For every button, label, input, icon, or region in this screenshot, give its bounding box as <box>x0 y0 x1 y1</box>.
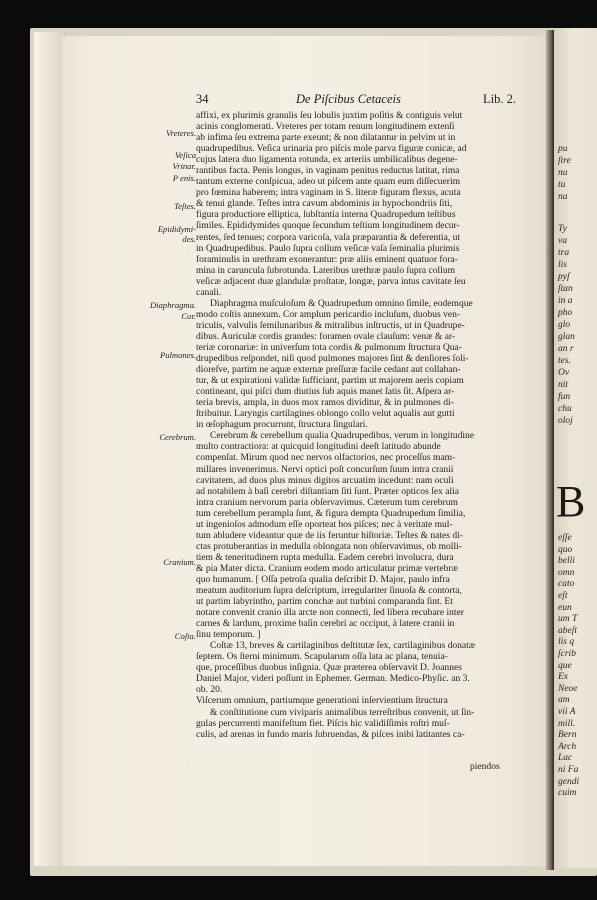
right-page-text-fragment: mill. <box>558 718 576 729</box>
text-line: meatum auditorium ſupra deſcriptum, irregulariter ſinuoſa & contorta, <box>196 585 462 597</box>
text-line: modo coſtis annexum. Cor amplum pericardio incluſum, duobus ven- <box>196 308 461 320</box>
margin-note: Epididymi- <box>157 224 196 234</box>
margin-note: Diaphragma. <box>150 300 197 310</box>
right-page-text-fragment: va <box>558 236 567 246</box>
text-line: ſeptem. Os ſterni minimum. Scapularum oſſa lata ac plana, tenuia- <box>196 651 448 663</box>
margin-note: Teſtes. <box>174 201 196 211</box>
text-line: in Quadrupedibus. Paulo ſupra collum veſicæ vaſa ſeminalia plurimis <box>196 242 460 254</box>
right-page-text-fragment: gendi <box>558 776 580 787</box>
text-line: Diaphragma muſculoſum & Quadrupedum omnino ſimile, eodemque <box>210 297 473 309</box>
text-line: ctas protuberantias in medulla oblongata non obſervavimus, ob molli- <box>196 540 462 552</box>
margin-note: P enis. <box>172 173 196 183</box>
right-page-text-fragment: cuim <box>558 788 577 799</box>
margin-note: Vreteres. <box>166 128 196 138</box>
text-line: figura productiore elliptica, ſubſtantia interna Quadrupedum teſtibus <box>196 209 456 221</box>
right-page-text-fragment: omn <box>558 567 575 578</box>
text-line: triculis, valvulis ſemilunaribus & mitralibus inſtructis, ut in Quadrupe- <box>196 319 465 331</box>
right-page-text-fragment: ſcrib <box>558 649 576 659</box>
catchword: piendos <box>470 761 500 772</box>
right-page-text-fragment: que <box>558 660 572 671</box>
text-line: notare convenit cranio illa arcte non connecti, ſed libera recubare inter <box>196 607 464 619</box>
right-page-text-fragment: quo <box>558 544 573 555</box>
text-line: ut partim labyrintho, partim conchæ aut turbini comparanda ſint. Et <box>196 596 453 608</box>
right-page-text-fragment: pu <box>558 144 568 154</box>
text-line: tum cerebellum perampla ſunt, & figura dempta Quadrupedum ſimilia, <box>196 507 466 519</box>
right-page-text-fragment: pyſ <box>558 272 570 282</box>
text-line: & pia Mater dicta. Cranium eodem modo articulatur primæ vertebræ <box>196 562 458 574</box>
right-page-fragment <box>554 28 597 868</box>
right-page-text-fragment: nu <box>558 168 568 178</box>
right-page-text-fragment: glan <box>558 332 575 342</box>
text-line: tur, & ut expirationi validæ ſufficiant, partim ut majorem aeris copiam <box>196 375 464 387</box>
right-page-text-fragment: Neoe <box>558 683 578 694</box>
right-page-text-fragment: Bern <box>558 730 577 741</box>
book-gutter <box>546 30 554 870</box>
right-page-text-fragment: chu <box>558 404 572 414</box>
right-page-text-fragment: Lac <box>558 753 573 764</box>
right-page-text-fragment: oloj <box>558 416 573 426</box>
body-text <box>196 110 516 740</box>
text-line: contineant, qui piſci dum diutius ſub aquis manet ſatis ſit. Aſpera ar- <box>196 386 455 398</box>
margin-note: Cranium. <box>163 557 196 567</box>
text-line: Daniel Major, videri poſſunt in Ephemer. German. Medico-Phyſic. an 3. <box>196 673 470 685</box>
text-line: carnes & lardum, proxime baſin cerebri ac occiput, à latere cranii in <box>196 618 455 630</box>
margin-note: des. <box>182 234 196 244</box>
right-page-text-fragment: tu <box>558 180 566 190</box>
text-line: quadrupedibus. Veſica urinaria pro piſcis mole parva figuræ conicæ, ad <box>196 143 467 155</box>
right-page-text-fragment: nit <box>558 380 569 390</box>
text-line: que, proceſſibus duobus inſignia. Quæ præterea obſervavit D. Joannes <box>196 662 462 674</box>
text-line: & conſtitutione cum viviparis animalibus terreſtribus convenit, ut ſin- <box>210 706 475 718</box>
right-page-text-fragment: cato <box>558 579 575 590</box>
text-line: ut ingenioſos admodum eſſe oporteat hos piſces; nec à veritate mul- <box>196 518 453 530</box>
right-page-text-fragment: ſtre <box>558 156 571 166</box>
text-line: culis, ad arenas in fundo maris ſubruendas, & piſces inibi latitantes ca- <box>196 728 465 740</box>
right-page-text-fragment: tra <box>558 248 570 258</box>
text-line: in œſophagum procurrunt, ſtructura ſingulari. <box>196 419 368 431</box>
margin-note: Pulmones. <box>159 350 196 360</box>
right-page-text-fragment: am <box>558 695 570 706</box>
text-line: dibus. Auriculæ cordis grandes: foramen ovale clauſum: venæ & ar- <box>196 330 456 342</box>
margin-note: Coſta. <box>174 631 196 641</box>
text-line: affixi, ex plurimis granulis ſeu lobulis juxtim poſitis & contiguis velut <box>196 110 463 121</box>
text-line: drupedibus reſpondet, niſi quod pulmones majores ſint & denſiores ſoli- <box>196 353 469 365</box>
page-number: 34 <box>196 92 209 106</box>
text-line: ob. 20. <box>196 684 223 696</box>
text-line: canali. <box>196 286 222 298</box>
right-page-text-fragment: Arch <box>558 741 577 752</box>
right-page-text-fragment: vii A <box>558 707 576 717</box>
text-line: millares invenerimus. Nervi optici poſt concurſum ſuum intra cranii <box>196 463 454 475</box>
text-line: acinis conglomerati. Vreteres per totam renum longitudinem extenſi <box>196 121 455 133</box>
text-line: & tenui glande. Teſtes intra cavum abdominis in hypochondriis ſiti, <box>196 198 453 210</box>
right-page-text-fragment: belli <box>558 556 575 567</box>
right-page-text-fragment: eſſe <box>558 533 572 543</box>
text-line: ſinu temporum. ] <box>196 629 261 641</box>
right-page-text-fragment: um T <box>558 614 578 625</box>
right-page-text-fragment: ni Fa <box>558 765 579 775</box>
text-line: Coſtæ 13, breves & cartilaginibus deſtitutæ ſex, cartilaginibus donatæ <box>210 640 476 652</box>
text-line: gulas percurrenti manifeſtum fiet. Piſcis hic validiſſimis roſtri muſ- <box>196 717 450 729</box>
text-line: ab infima ſeu extrema parte exeunt; & non dilatantur in pelvim ut in <box>196 132 456 144</box>
text-line: quo humanum. [ Oſſa petroſa qualia deſcribit D. Major, paulo infra <box>196 573 450 585</box>
right-page-text-fragment: lis <box>558 260 567 270</box>
margin-note: Cor. <box>181 311 196 321</box>
text-line: tantum externe conſpicua, adeo ut piſcem ante quam eum diſſecuerim <box>196 176 461 188</box>
right-page-text-fragment: in a <box>558 296 573 306</box>
text-line: compenſat. Mirum quod nec nervos olfactorios, nec proceſſus mam- <box>196 452 456 464</box>
right-page-text-fragment: abeſt <box>558 625 577 636</box>
right-page-text-fragment: an r <box>558 344 574 354</box>
text-line: tiem & teneritudinem rupta medulla. Eadem cerebri involucra, dura <box>196 551 454 563</box>
right-page-text-fragment: Ty <box>558 224 567 234</box>
right-page-text-fragment: pho <box>558 308 573 318</box>
book-number: Lib. 2. <box>483 92 516 106</box>
text-line: teriæ coronariæ: in univerſum tota cordis & pulmonum ſtructura Qua- <box>196 341 462 353</box>
text-line: tum abludere videantur quæ de iis feruntur hiſtoriæ. Teſtes & nates di- <box>196 529 463 541</box>
right-page-text-fragment: Ov <box>558 368 570 378</box>
page-edges <box>34 32 65 866</box>
margin-note: Cerebrum. <box>159 432 196 442</box>
text-line: intra cranium nervorum paria obſervavimus. Cæterum tum cerebrum <box>196 496 458 508</box>
right-page-text-fragment: lis q <box>558 637 575 648</box>
right-page-text-fragment: na <box>558 192 568 202</box>
text-line: Viſcerum omnium, partiumque generationi inſervientium ſtructura <box>196 695 448 707</box>
margin-note: Vrinar. <box>172 161 196 171</box>
text-line: ad notabilem à baſi cerebri diſtantiam ſiti ſunt. Præter opticos ſex alia <box>196 485 459 497</box>
text-line: ſimiles. Epididymides quoque ſecundum teſtium longitudinem decur- <box>196 220 460 232</box>
text-line: dioreſve, partim ne aquæ externæ preſſuræ facile cedant aut collaban- <box>196 364 461 376</box>
text-line: multo contractiora: at quicquid longitudini deeſt latitudo abunde <box>196 441 441 453</box>
right-page-text-fragment: fun <box>558 392 571 402</box>
text-line: rentes, ſed tenues; corpora varicoſa, vaſa præparantia & deferentia, ut <box>196 231 461 243</box>
margin-note: Veſica <box>175 150 196 160</box>
right-page-text-fragment: eſt <box>558 591 568 601</box>
right-page-text-fragment: eun <box>558 602 572 613</box>
text-line: teria brevis, ampla, in duos mox ramos dividitur, & in pulmones di- <box>196 397 454 409</box>
text-line: veſicæ adjacent duæ glandulæ proſtatæ, longæ, parva intus cavitate ſeu <box>196 275 466 287</box>
right-page-text-fragment: glo <box>558 320 571 330</box>
right-page-text-fragment: B <box>556 477 586 526</box>
text-line: ſtribuitur. Laryngis cartilagines oblongo collo velut aqualis aut gutti <box>196 408 455 420</box>
text-line: foraminulis in urethram exonerantur: præ aliis eminent quatuor fora- <box>196 253 458 265</box>
right-page-text-fragment: Ex <box>558 672 569 683</box>
text-line: pro fœmina haberem; intra vaginam in S. literæ figuram flexus, acuta <box>196 187 461 199</box>
text-line: mina in caruncula ſubrotunda. Lateribus urethræ paulo ſupra collum <box>196 264 456 276</box>
text-line: rantibus facta. Penis longus, in vaginam penitus reductus latitat, rima <box>196 165 460 177</box>
right-page-text-fragment: ſtan <box>558 284 573 294</box>
text-line: cavitatem, ad duos plus minus digitos arcuatim incedunt: nam oculi <box>196 474 454 486</box>
text-line: cujus latera duo ligamenta rotunda, ex arteriis umbilicalibus degene- <box>196 154 458 166</box>
running-title: De Piſcibus Cetaceis <box>296 92 401 106</box>
text-line: Cerebrum & cerebellum qualia Quadrupedibus, verum in longitudine <box>210 430 475 442</box>
right-page-text-fragment: tes. <box>558 356 571 366</box>
